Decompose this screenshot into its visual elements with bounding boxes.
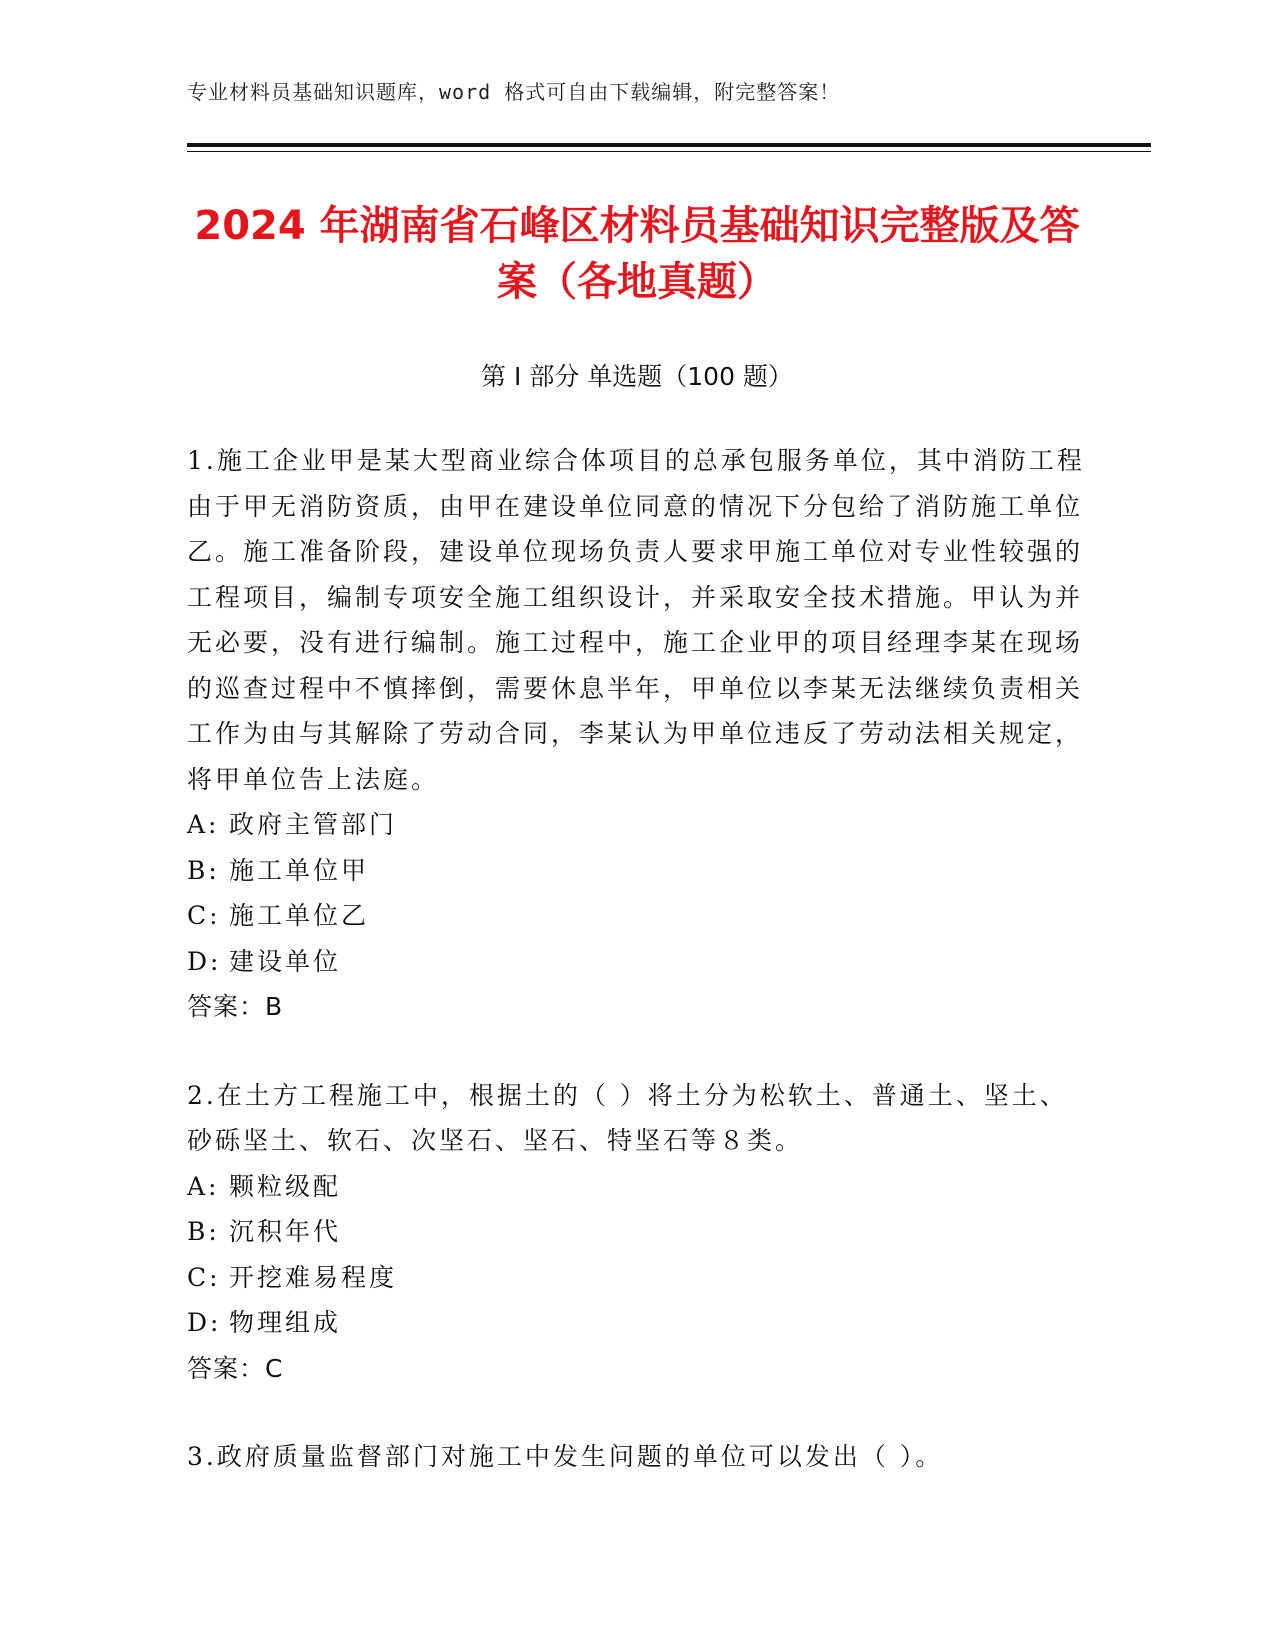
option-key: D: <box>187 946 222 976</box>
option-text: 施工单位乙 <box>229 901 370 930</box>
header-note: 专业材料员基础知识题库，word 格式可自由下载编辑，附完整答案！ <box>187 80 841 104</box>
option-text: 建设单位 <box>229 946 342 976</box>
option-d <box>187 1300 1087 1346</box>
option-b <box>187 848 1087 894</box>
question-1 <box>187 438 1087 1030</box>
option-c <box>187 1255 1087 1301</box>
option-text: 颗粒级配 <box>229 1171 342 1201</box>
option-b <box>187 1209 1087 1255</box>
question-text: 3.政府质量监督部门对施工中发生问题的单位可以发出（ ）。 <box>187 1442 944 1471</box>
option-d <box>187 939 1087 985</box>
option-text: 开挖难易程度 <box>229 1262 398 1292</box>
question-list <box>187 438 1087 1523</box>
option-a <box>187 1164 1087 1210</box>
option-text: 施工单位甲 <box>229 855 370 885</box>
option-c <box>187 893 1087 939</box>
document-title: 2024 年湖南省石峰区材料员基础知识完整版及答案（各地真题） <box>194 203 1080 305</box>
option-key: B: <box>187 855 220 885</box>
question-text: 2.在土方工程施工中，根据土的（ ）将土分为松软土、普通土、坚土、砂砾坚土、软石、次坚石、坚石、特坚石等８类。 <box>187 1080 1068 1155</box>
section-title: 第 I 部分 单选题（100 题） <box>481 362 793 391</box>
option-key: C: <box>187 901 221 930</box>
option-key: B: <box>187 1217 220 1246</box>
option-text: 政府主管部门 <box>229 810 398 839</box>
option-a <box>187 802 1087 848</box>
option-key: D: <box>187 1308 222 1337</box>
question-text: 1.施工企业甲是某大型商业综合体项目的总承包服务单位，其中消防工程由于甲无消防资质，由甲在建设单位同意的情况下分包给了消防施工单位乙。施工准备阶段，建设单位现场负责人要求甲施工单位对专业性较强的工程项目，编制专项安全施工组织设计，并采取安全技术措施。甲认为并无必要，没有进行编制。施工过程中，施工企业甲的项目经理李某在现场的巡查过程中不慎摔倒，需要休息半年，甲单位以李某无法继续负责相关工作为由与其解除了劳动合同，李某认为甲单位违反了劳动法相关规定，将甲单位告上法庭。 <box>187 446 1085 794</box>
option-key: A: <box>187 810 220 839</box>
answer-line: 答案：B <box>187 992 284 1021</box>
header-divider <box>187 143 1151 147</box>
answer-line: 答案：C <box>187 1353 284 1383</box>
option-key: A: <box>187 1171 220 1201</box>
option-text: 沉积年代 <box>229 1217 342 1246</box>
question-2 <box>187 1073 1087 1392</box>
header-divider-thin <box>187 151 1151 152</box>
option-text: 物理组成 <box>229 1308 342 1337</box>
question-3 <box>187 1434 1087 1480</box>
option-key: C: <box>187 1262 221 1292</box>
